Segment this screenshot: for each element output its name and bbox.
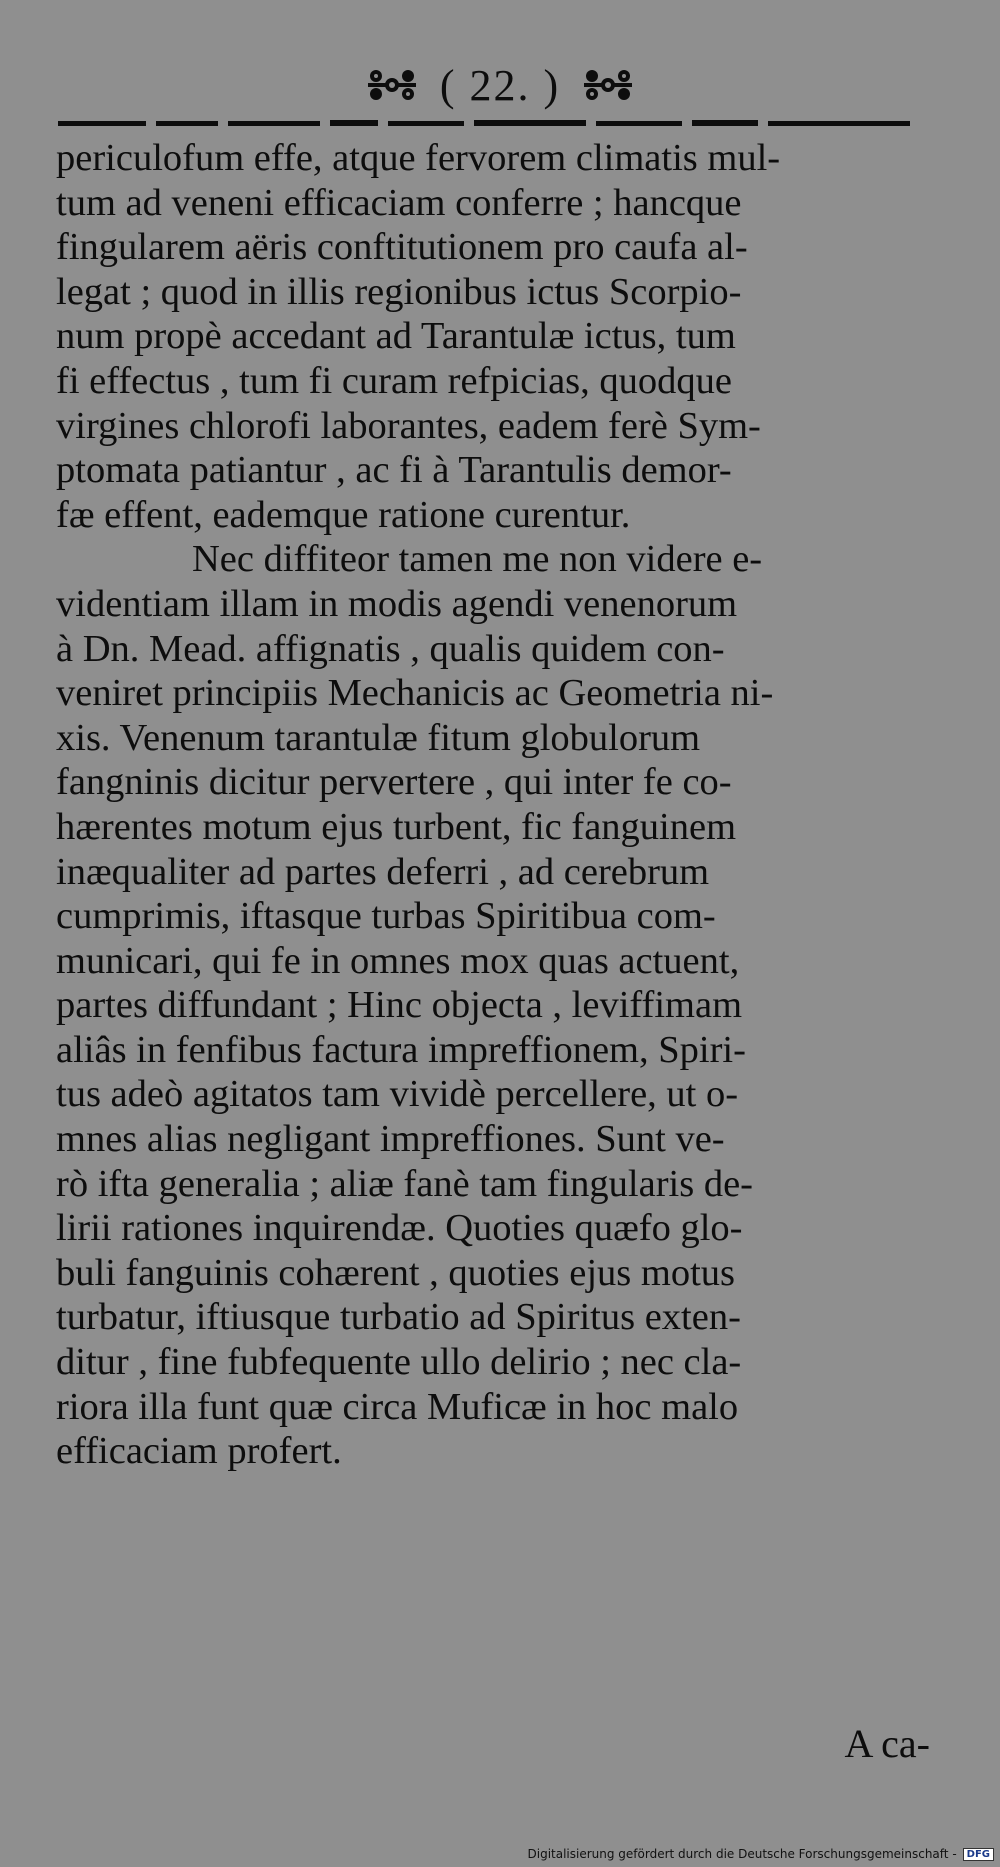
right-ornament-icon [580,62,636,108]
text-line: tum ad veneni efficaciam conferre ; hancque [56,181,742,224]
text-line: partes diffundant ; Hinc objecta , leviffimam [56,984,743,1027]
text-line: fingularem aëris conftitutionem pro caufa al- [56,226,748,269]
text-line: cumprimis, iftasque turbas Spiritibua com- [56,895,716,938]
text-line: num propè accedant ad Tarantulæ ictus, tum [56,315,736,358]
text-line: periculofum effe, atque fervorem climatis mul- [56,137,781,179]
text-line: xis. Venenum tarantulæ fitum globulorum [56,716,701,759]
text-line: inæqualiter ad partes deferri , ad cerebrum [56,850,710,893]
text-line: hærentes motum ejus turbent, fic fanguinem [56,805,737,848]
digitization-credit [528,1847,995,1861]
text-line: ptomata patiantur , ac fi à Tarantulis demor- [56,449,732,492]
text-line: virgines chlorofi laborantes, eadem ferè Sym- [56,404,761,447]
text-line: rò ifta generalia ; aliæ fanè tam fingularis de- [56,1162,753,1205]
text-line: mnes alias negligant impreffiones. Sunt ve- [56,1118,725,1161]
body-text [56,136,936,1474]
credit-text: Digitalisierung gefördert durch die Deutsche Forschungsgemeinschaft - [527,1847,957,1861]
text-line: tus adeò agitatos tam vividè percellere, ut o- [56,1073,739,1116]
text-line: fangninis dicitur pervertere , qui inter fe co- [56,761,732,804]
text-line: ditur , fine fubfequente ullo delirio ; nec cla- [56,1341,742,1384]
text-line: turbatur, iftiusque turbatio ad Spiritus exten- [56,1296,741,1339]
text-line: fi effectus , tum fi curam refpicias, quodque [56,359,733,402]
dfg-logo: DFG [963,1848,994,1861]
text-line: buli fanguinis cohærent , quoties ejus motus [56,1251,736,1294]
text-line: lirii rationes inquirendæ. Quoties quæfo glo- [56,1207,743,1250]
header-rule [58,118,910,128]
text-line: videntiam illam in modis agendi venenorum [56,582,738,625]
text-line: efficaciam profert. [56,1430,342,1473]
page-number: ( 22. ) [439,60,561,110]
text-line: riora illa funt quæ circa Muficæ in hoc malo [56,1385,739,1428]
text-line: municari, qui fe in omnes mox quas actuent, [56,939,740,982]
catchword: A ca- [844,1721,930,1766]
text-line: fæ effent, eademque ratione curentur. [56,493,631,536]
text-line: à Dn. Mead. affignatis , qualis quidem con- [56,627,725,670]
page-header [0,50,1000,120]
text-line: legat ; quod in illis regionibus ictus Scorpio- [56,270,742,313]
paragraph-start-line: Nec diffiteor tamen me non videre e- [192,538,763,581]
text-line: aliâs in fenfibus factura impreffionem, Spiri- [56,1028,746,1071]
left-ornament-icon [364,62,420,108]
text-line: veniret principiis Mechanicis ac Geometria ni- [56,672,774,715]
